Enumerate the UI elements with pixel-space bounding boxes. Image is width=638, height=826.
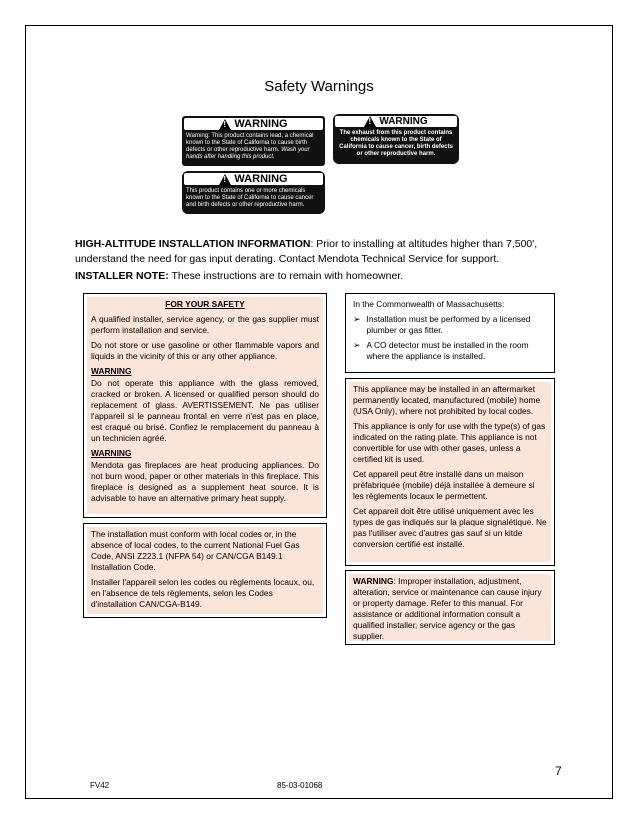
massachusetts-heading: In the Commonwealth of Massachusetts: xyxy=(353,299,505,309)
mobile-text: This appliance may be installed in an aftermarket permanently located, manufactured (mobile) home (USA Only), where not prohibited by local codes. xyxy=(353,384,541,416)
safety-text: A qualified installer, service agency, or the gas supplier must perform installation and service. xyxy=(91,314,319,335)
arrow-bullet-icon: ➢ xyxy=(353,314,361,324)
footer-part-number: 85-03-01068 xyxy=(277,781,323,790)
improper-installation-box xyxy=(345,570,555,645)
safety-warning-heading: WARNING xyxy=(91,366,132,376)
safety-text: Do not operate this appliance with the glass removed, cracked or broken. A licensed or qualified person should do replacement of glass. AVERTISSEMENT. Ne pas utiliser l'appareil si le panneau frontal en verre n'est pas en place, est craqué ou brisé. Confiez le remplacement du panneau à un technicien agréé. xyxy=(91,378,319,443)
warning-label-exhaust: ! WARNING The exhaust from this product contains chemicals known to the State of California to cause cancer, birth defects or other reproductive harm. xyxy=(333,114,459,164)
safety-heading: FOR YOUR SAFETY xyxy=(165,299,245,309)
mobile-text: This appliance is only for use with the type(s) of gas indicated on the rating plate. This appliance is not convertible for use with other gases, unless a certified kit is used. xyxy=(353,421,546,464)
codes-text: Installer l'appareil selon les codes ou règlements locaux, ou, en l'absence de tels règlements, selon les Codes d'installation CAN/CGA-B149. xyxy=(91,577,315,609)
warning-label-lead: ! WARNING Warning: This product contains lead, a chemical known to the State of California to cause birth defects or other reproductive harm. Wash your hands after handling this product. xyxy=(182,116,325,166)
safety-box xyxy=(83,293,327,518)
list-item: ➢ A CO detector must be installed in the room where the appliance is installed. xyxy=(353,340,529,361)
safety-text: Do not store or use gasoline or other flammable vapors and liquids in the vicinity of this or any other appliance. xyxy=(91,340,319,361)
codes-text: The installation must conform with local codes or, in the absence of local codes, to the current National Fuel Gas Code, ANSI Z223.1 (NFPA 54) or CAN/CGA B149.1 Installation Code. xyxy=(91,529,300,572)
warning-label-text: Warning: This product contains lead, a chemical known to the State of California to cause birth defects or other reproductive harm. xyxy=(186,133,314,153)
codes-box xyxy=(83,523,327,618)
page-number: 7 xyxy=(555,764,562,778)
mobile-text: Cet appareil doit être utilisé uniquement avec les types de gas indiqués sur la plaque signalétique. Ne pas l'utiliser avec d'autres gas sauf si un kitde conversion certifié est installé. xyxy=(353,506,547,549)
warning-triangle-icon xyxy=(364,116,376,127)
page-title: Safety Warnings xyxy=(264,78,374,95)
warning-label-text: The exhaust from this product contains chemicals known to the State of California to cause cancer, birth defects or other reproductive harm. xyxy=(339,130,453,157)
list-item: ➢ Installation must be performed by a licensed plumber or gas fitter. xyxy=(353,314,531,335)
warning-label-text: This product contains one or more chemicals known to the State of California to cause cancer and birth defects or other reproductive harm. xyxy=(186,188,314,208)
warning-triangle-icon xyxy=(219,119,231,130)
mobile-home-box xyxy=(345,378,555,566)
footer-model: FV42 xyxy=(90,781,110,790)
safety-text: Mendota gas fireplaces are heat producing appliances. Do not burn wood, paper or other materials in this fireplace. This fireplace is designed as a supplement heat source. It is advisable to have an alternative primary heat supply. xyxy=(91,460,319,503)
arrow-bullet-icon: ➢ xyxy=(353,340,361,350)
safety-warning-heading: WARNING xyxy=(91,448,132,458)
warning-triangle-icon xyxy=(219,174,231,185)
installer-note: INSTALLER NOTE: These instructions are to remain with homeowner. xyxy=(75,270,404,282)
warning-label-chemicals: ! WARNING This product contains one or more chemicals known to the State of California to cause cancer and birth defects or other reproductive harm. xyxy=(182,171,325,214)
warning-label-subtext: Wash your hands after handling this product. xyxy=(186,147,310,160)
improper-text: WARNING: Improper installation, adjustment, alteration, service or maintenance can cause injury or property damage. Refer to this manual. For assistance or additional information consult a qualified installer, service agency or the gas supplier. xyxy=(353,576,542,641)
massachusetts-box xyxy=(345,293,555,373)
altitude-note: HIGH-ALTITUDE INSTALLATION INFORMATION: Prior to installing at altitudes higher than 7,500', understand the need for gas input derating. Contact Mendota Technical Service for support. xyxy=(75,238,538,265)
mobile-text: Cet appareil peut être installé dans un maison préfabriquée (mobile) déjà installée à demeure si les règlements locaux le permettent. xyxy=(353,469,535,501)
